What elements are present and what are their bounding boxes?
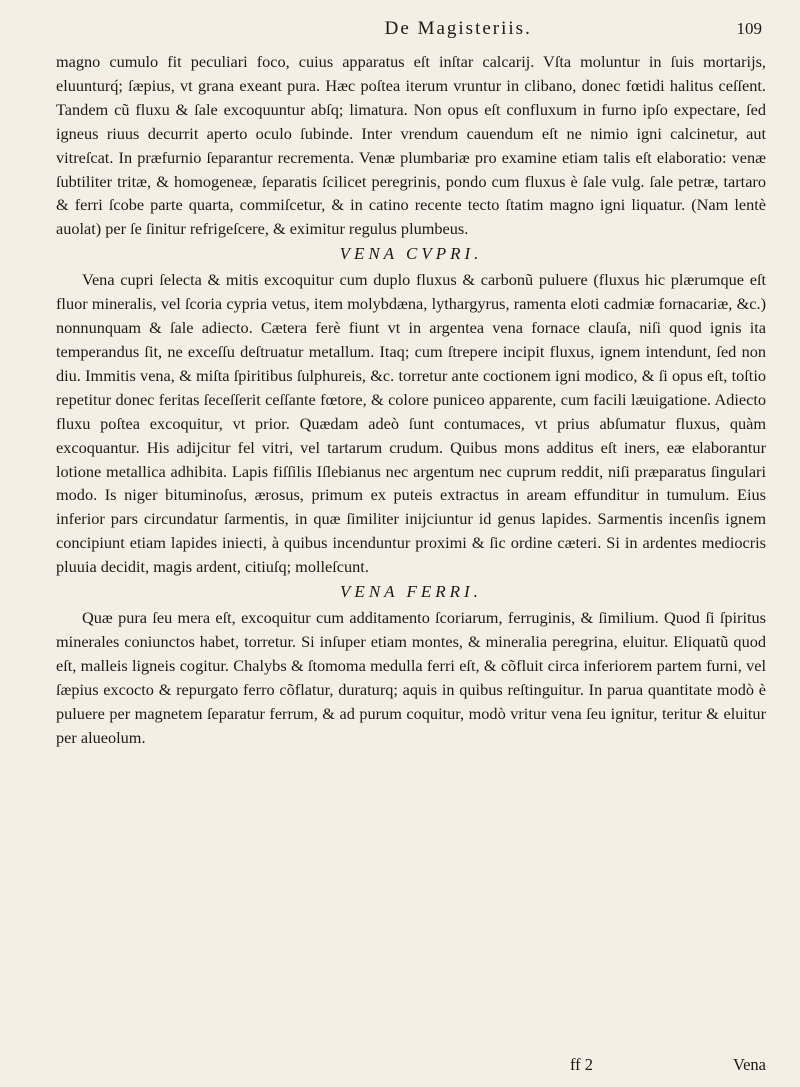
page-body	[56, 50, 766, 749]
page-header	[60, 18, 762, 40]
catchword: Vena	[733, 1055, 766, 1074]
page-footer	[56, 1055, 766, 1075]
section-heading-vena-ferri: VENA FERRI.	[340, 582, 482, 602]
section-heading-vena-cupri: VENA CVPRI.	[339, 244, 483, 264]
vena-ferri-paragraph: Quæ pura ſeu mera eſt, excoquitur cum additamento ſcoriarum, ferruginis, & ſimilium. Quod ſi ſpiritus minerales coniunctos habet, torretur. Si inſuper etiam montes, & mineralia peregrina, eluitur. Eliquatũ quod eſt, malleis ligneis cogitur. Chalybs & ſtomoma medulla ferri eſt, & cõfluit circa inferiorem partem furni, vel ſæpius excocto & repurgato ferro cõflatur, duraturq; aquis in quibus reſtinguitur. In parua quantitate modò è puluere per magnetem ſeparatur ferrum, & ad purum coquitur, modò vritur vena ſeu ignitur, teritur & eluitur per alueolum.	[56, 608, 766, 747]
running-title: De Magisteriis.	[384, 18, 532, 39]
signature-mark: ff 2	[569, 1055, 594, 1074]
page-number: 109	[736, 19, 762, 38]
vena-cupri-paragraph: Vena cupri ſelecta & mitis excoquitur cum duplo fluxus & carbonũ puluere (fluxus hic plærumque eſt fluor mineralis, vel ſcoria cypria vetus, item molybdæna, lythargyrus, ramenta eloti cadmiæ fornacariæ, &c.) nonnunquam & ſale adiecto. Cætera ferè fiunt vt in argentea vena fornace clauſa, niſi quod ignis ita temperandus ſit, ne exceſſu deſtruatur metallum. Itaq; cum ſtrepere incipit fluxus, ignem intendunt, ſed non diu. Immitis vena, & miſta ſpiritibus ſulphureis, &c. torretur ante coctionem igni modico, & ſi opus eſt, toſtio repetitur donec feritas ſeceſſerit ceſſante fœtore, & colore puniceo apparente, cum facili læuigatione. Adiecto fluxu poſtea excoquitur, vt prior. Quædam adeò ſunt contumaces, vt prius abſumatur fluxus, quàm excoquantur. His adijcitur fel vitri, vel tartarum crudum. Quibus mons additus eſt iners, eæ elaborantur lotione metallica adhibita. Lapis fiſſilis Iſlebianus nec argentum nec cuprum reddit, niſi præparatus ſingulari modo. Is niger bituminoſus, ærosus, primum ex puteis extractus in aream effunditur in tumulum. Eius inferior pars circundatur ſarmentis, in quæ ſimiliter inijciuntur id genus lapides. Sarmentis incenſis ignem concipiunt etiam lapides iniecti, à quibus incenduntur proximi & ſic ordine cæteri. Si in ardentes mediocris pluuia decidit, magis ardent, citiuſq; molleſcunt.	[56, 270, 766, 577]
intro-paragraph: magno cumulo fit peculiari foco, cuius apparatus eſt inſtar calcarij. Vſta moluntur in ſuis mortarijs, eluunturq́; ſæpius, vt grana exeant pura. Hæc poſtea iterum vruntur in clibano, donec fœtidi halitus ceſſent. Tandem cũ fluxu & ſale excoquuntur abſq; limatura. Non opus eſt confluxum in furno ipſo expectare, ſed igneus riuus decurrit aperto oculo ſubinde. Inter vrendum cauendum eſt ne nimio igni calcinetur, aut vitreſcat. In præfurnio ſeparantur recrementa. Venæ plumbariæ pro examine etiam talis eſt elaboratio: venæ ſubtiliter tritæ, & homogeneæ, ſeparatis ſcilicet peregrinis, pondo cum fluxus è ſale vulg. ſale petræ, tartaro & ferri ſcobe parte quarta, commiſcetur, & in catino recente tecto ſtatim magno igni liquatur. (Nam lentè auolat) per ſe ſinitur refrigeſcere, & eximitur regulus plumbeus.	[56, 52, 766, 239]
